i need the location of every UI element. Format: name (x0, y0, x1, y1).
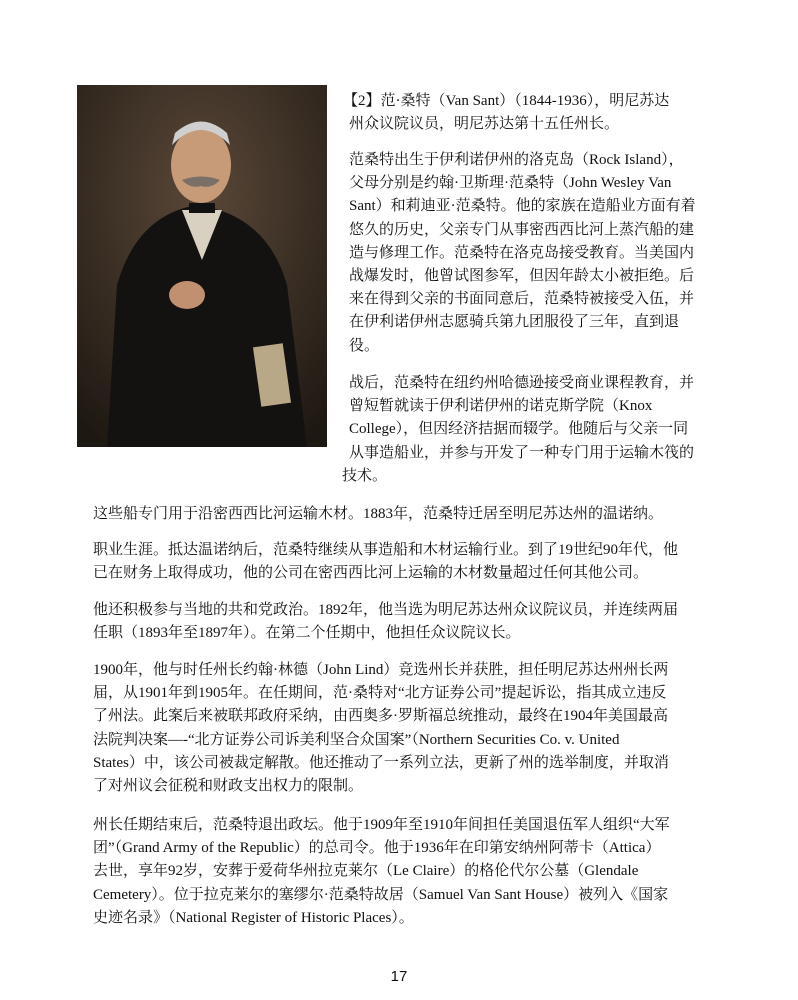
text-line: 届，从1901年到1905年。在任期间，范·桑特对“北方证券公司”提起诉讼，指其成立违反 (93, 685, 667, 702)
text-line: 任职（1893年至1897年）。在第二个任期中，他担任众议院议长。 (93, 625, 521, 642)
text-line: 役。 (349, 337, 380, 354)
text-line: 战爆发时，他曾试图参军，但因年龄太小被拒绝。后 (349, 268, 695, 285)
paragraph-career (93, 539, 678, 585)
intro-heading (343, 90, 669, 136)
text-line: Cemetery）。位于拉克莱尔的塞缪尔·范桑特故居（Samuel Van Sant House）被列入《国家 (93, 886, 669, 903)
text-line: 已在财务上取得成功，他的公司在密西西比河上运输的木材数量超过任何其他公司。 (93, 565, 649, 582)
paragraph-boats (93, 503, 663, 526)
text-line: 【2】范·桑特（Van Sant）（1844-1936），明尼苏达 (343, 93, 670, 109)
paragraph-later-life (93, 814, 670, 930)
text-line: 父母分别是约翰·卫斯理·范桑特（John Wesley Van (349, 175, 672, 192)
text-line: 了州法。此案后来被联邦政府采纳，由西奥多·罗斯福总统推动，最终在1904年美国最高 (93, 708, 668, 725)
page-number: 17 (390, 968, 408, 985)
text-line: 悠久的历史，父亲专门从事密西西比河上蒸汽船的建 (349, 221, 695, 238)
portrait-image (77, 85, 327, 447)
text-line: Sant）和莉迪亚·范桑特。他的家族在造船业方面有着 (349, 198, 696, 215)
text-line: 州长任期结束后，范桑特退出政坛。他于1909年至1910年间担任美国退伍军人组织“大军 (93, 817, 670, 833)
text-line: States）中，该公司被裁定解散。他还推动了一系列立法，更新了州的选举制度，并取消 (93, 754, 669, 771)
text-line: 技术。 (342, 467, 388, 484)
paragraph-governor (93, 659, 669, 798)
text-line: 范桑特出生于伊利诺伊州的洛克岛（Rock Island）， (349, 152, 684, 168)
text-line: 职业生涯。抵达温诺纳后，范桑特继续从事造船和木材运输行业。到了19世纪90年代，他 (93, 542, 679, 558)
text-line: 在伊利诺伊州志愿骑兵第九团服役了三年，直到退 (349, 314, 680, 331)
text-line: 造与修理工作。范桑特在洛克岛接受教育。当美国内 (349, 244, 695, 261)
text-line: 州众议院议员，明尼苏达第十五任州长。 (349, 116, 620, 133)
text-line: College），但因经济拮据而辍学。他随后与父亲一同 (349, 421, 689, 438)
text-line: 他还积极参与当地的共和党政治。1892年，他当选为明尼苏达州众议院议员，并连续两届 (93, 602, 679, 618)
text-line: 这些船专门用于沿密西西比河运输木材。1883年，范桑特迁居至明尼苏达州的温诺纳。 (93, 506, 664, 522)
text-line: 战后，范桑特在纽约州哈德逊接受商业课程教育，并 (349, 375, 695, 391)
text-line: 曾短暂就读于伊利诺伊州的诺克斯学院（Knox (349, 398, 653, 415)
text-line: 了对州议会征税和财政支出权力的限制。 (93, 778, 364, 795)
text-line: 团”（Grand Army of the Republic）的总司令。他于1936年在印第安纳州阿蒂卡（Attica） (93, 840, 661, 857)
text-line: 去世，享年92岁，安葬于爱荷华州拉克莱尔（Le Claire）的格伦代尔公墓（Glendale (93, 863, 639, 880)
text-line: 从事造船业，并参与开发了一种专门用于运输木筏的 (349, 444, 695, 461)
paragraph-early-life (349, 149, 696, 358)
text-line: 来在得到父亲的书面同意后，范桑特被接受入伍，并 (349, 291, 695, 308)
paragraph-politics (93, 599, 678, 645)
paragraph-after-war (342, 372, 695, 488)
text-line: 法院判决案—-“北方证券公司诉美利坚合众国案”（Northern Securities Co. v. United (93, 731, 620, 748)
text-line: 史迹名录》（National Register of Historic Places）。 (93, 909, 414, 926)
text-line: 1900年，他与时任州长约翰·林德（John Lind）竞选州长并获胜，担任明尼苏达州州长两 (93, 662, 669, 678)
